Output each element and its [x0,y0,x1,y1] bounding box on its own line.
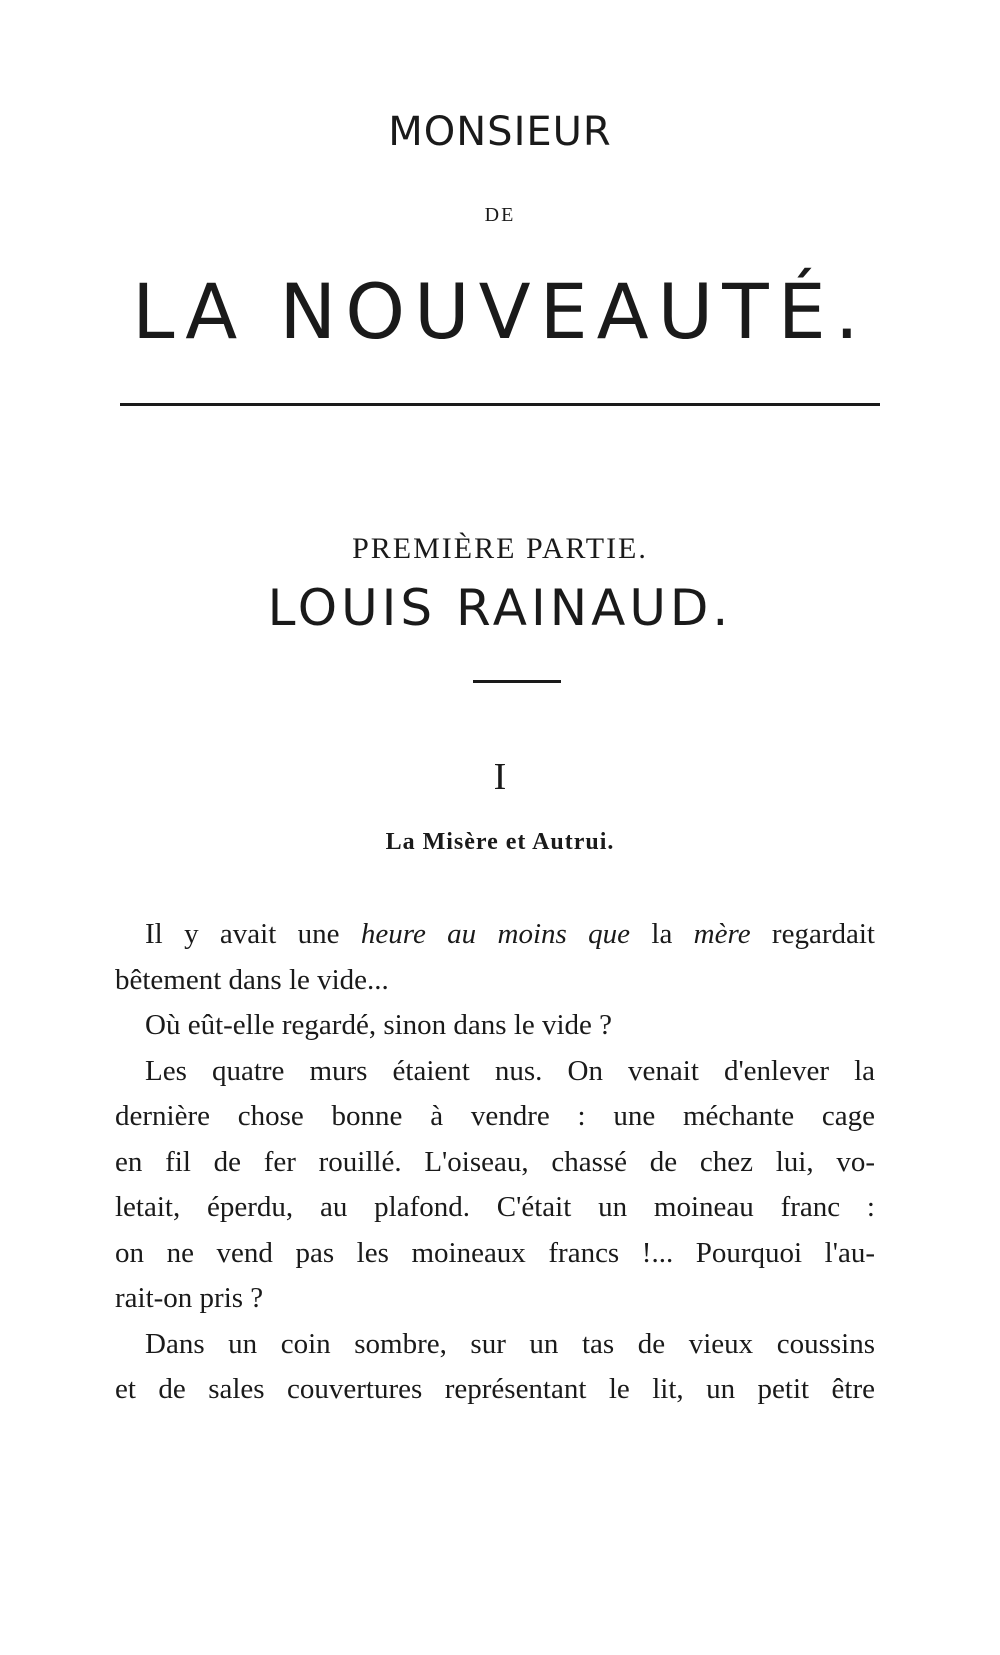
text-line: Dans un coin sombre, sur un tas de vieux coussins [145,1327,875,1360]
text-line [115,912,875,958]
text-fragment: regardait [750,918,875,950]
text-line: on ne vend pas les moineaux francs !... Pourquoi l'au- [115,1236,875,1269]
text-fragment: la [630,918,694,950]
title-divider-rule [120,403,880,406]
part-label: PREMIÈRE PARTIE. [352,532,648,565]
book-title-line-1: MONSIEUR [388,109,612,155]
text-line: Où eût-elle regardé, sinon dans le vide ? [145,1009,613,1041]
part-divider-rule [473,680,561,683]
book-title-line-2: DE [484,204,516,226]
text-line: Les quatre murs étaient nus. On venait d'enlever la [145,1054,875,1087]
chapter-body [115,912,875,1413]
text-line: rait-on pris ? [115,1282,264,1314]
book-title-line-3: LA NOUVEAUTÉ. [132,267,868,356]
text-line: et de sales couvertures représentant le lit, un petit être [115,1373,875,1405]
text-line: letait, éperdu, au plafond. C'était un moineau franc : [115,1191,875,1223]
italic-fragment: mère [693,918,751,950]
chapter-number: I [493,756,507,798]
text-fragment: Il y avait une [145,918,361,950]
chapter-title: La Misère et Autrui. [385,829,615,855]
part-title: LOUIS RAINAUD. [267,579,733,637]
text-line: bêtement dans le vide... [115,963,389,996]
text-line: en fil de fer rouillé. L'oiseau, chassé de chez lui, vo- [115,1145,875,1178]
text-line: dernière chose bonne à vendre : une méchante cage [115,1100,875,1132]
italic-fragment: heure au moins que [360,918,631,950]
